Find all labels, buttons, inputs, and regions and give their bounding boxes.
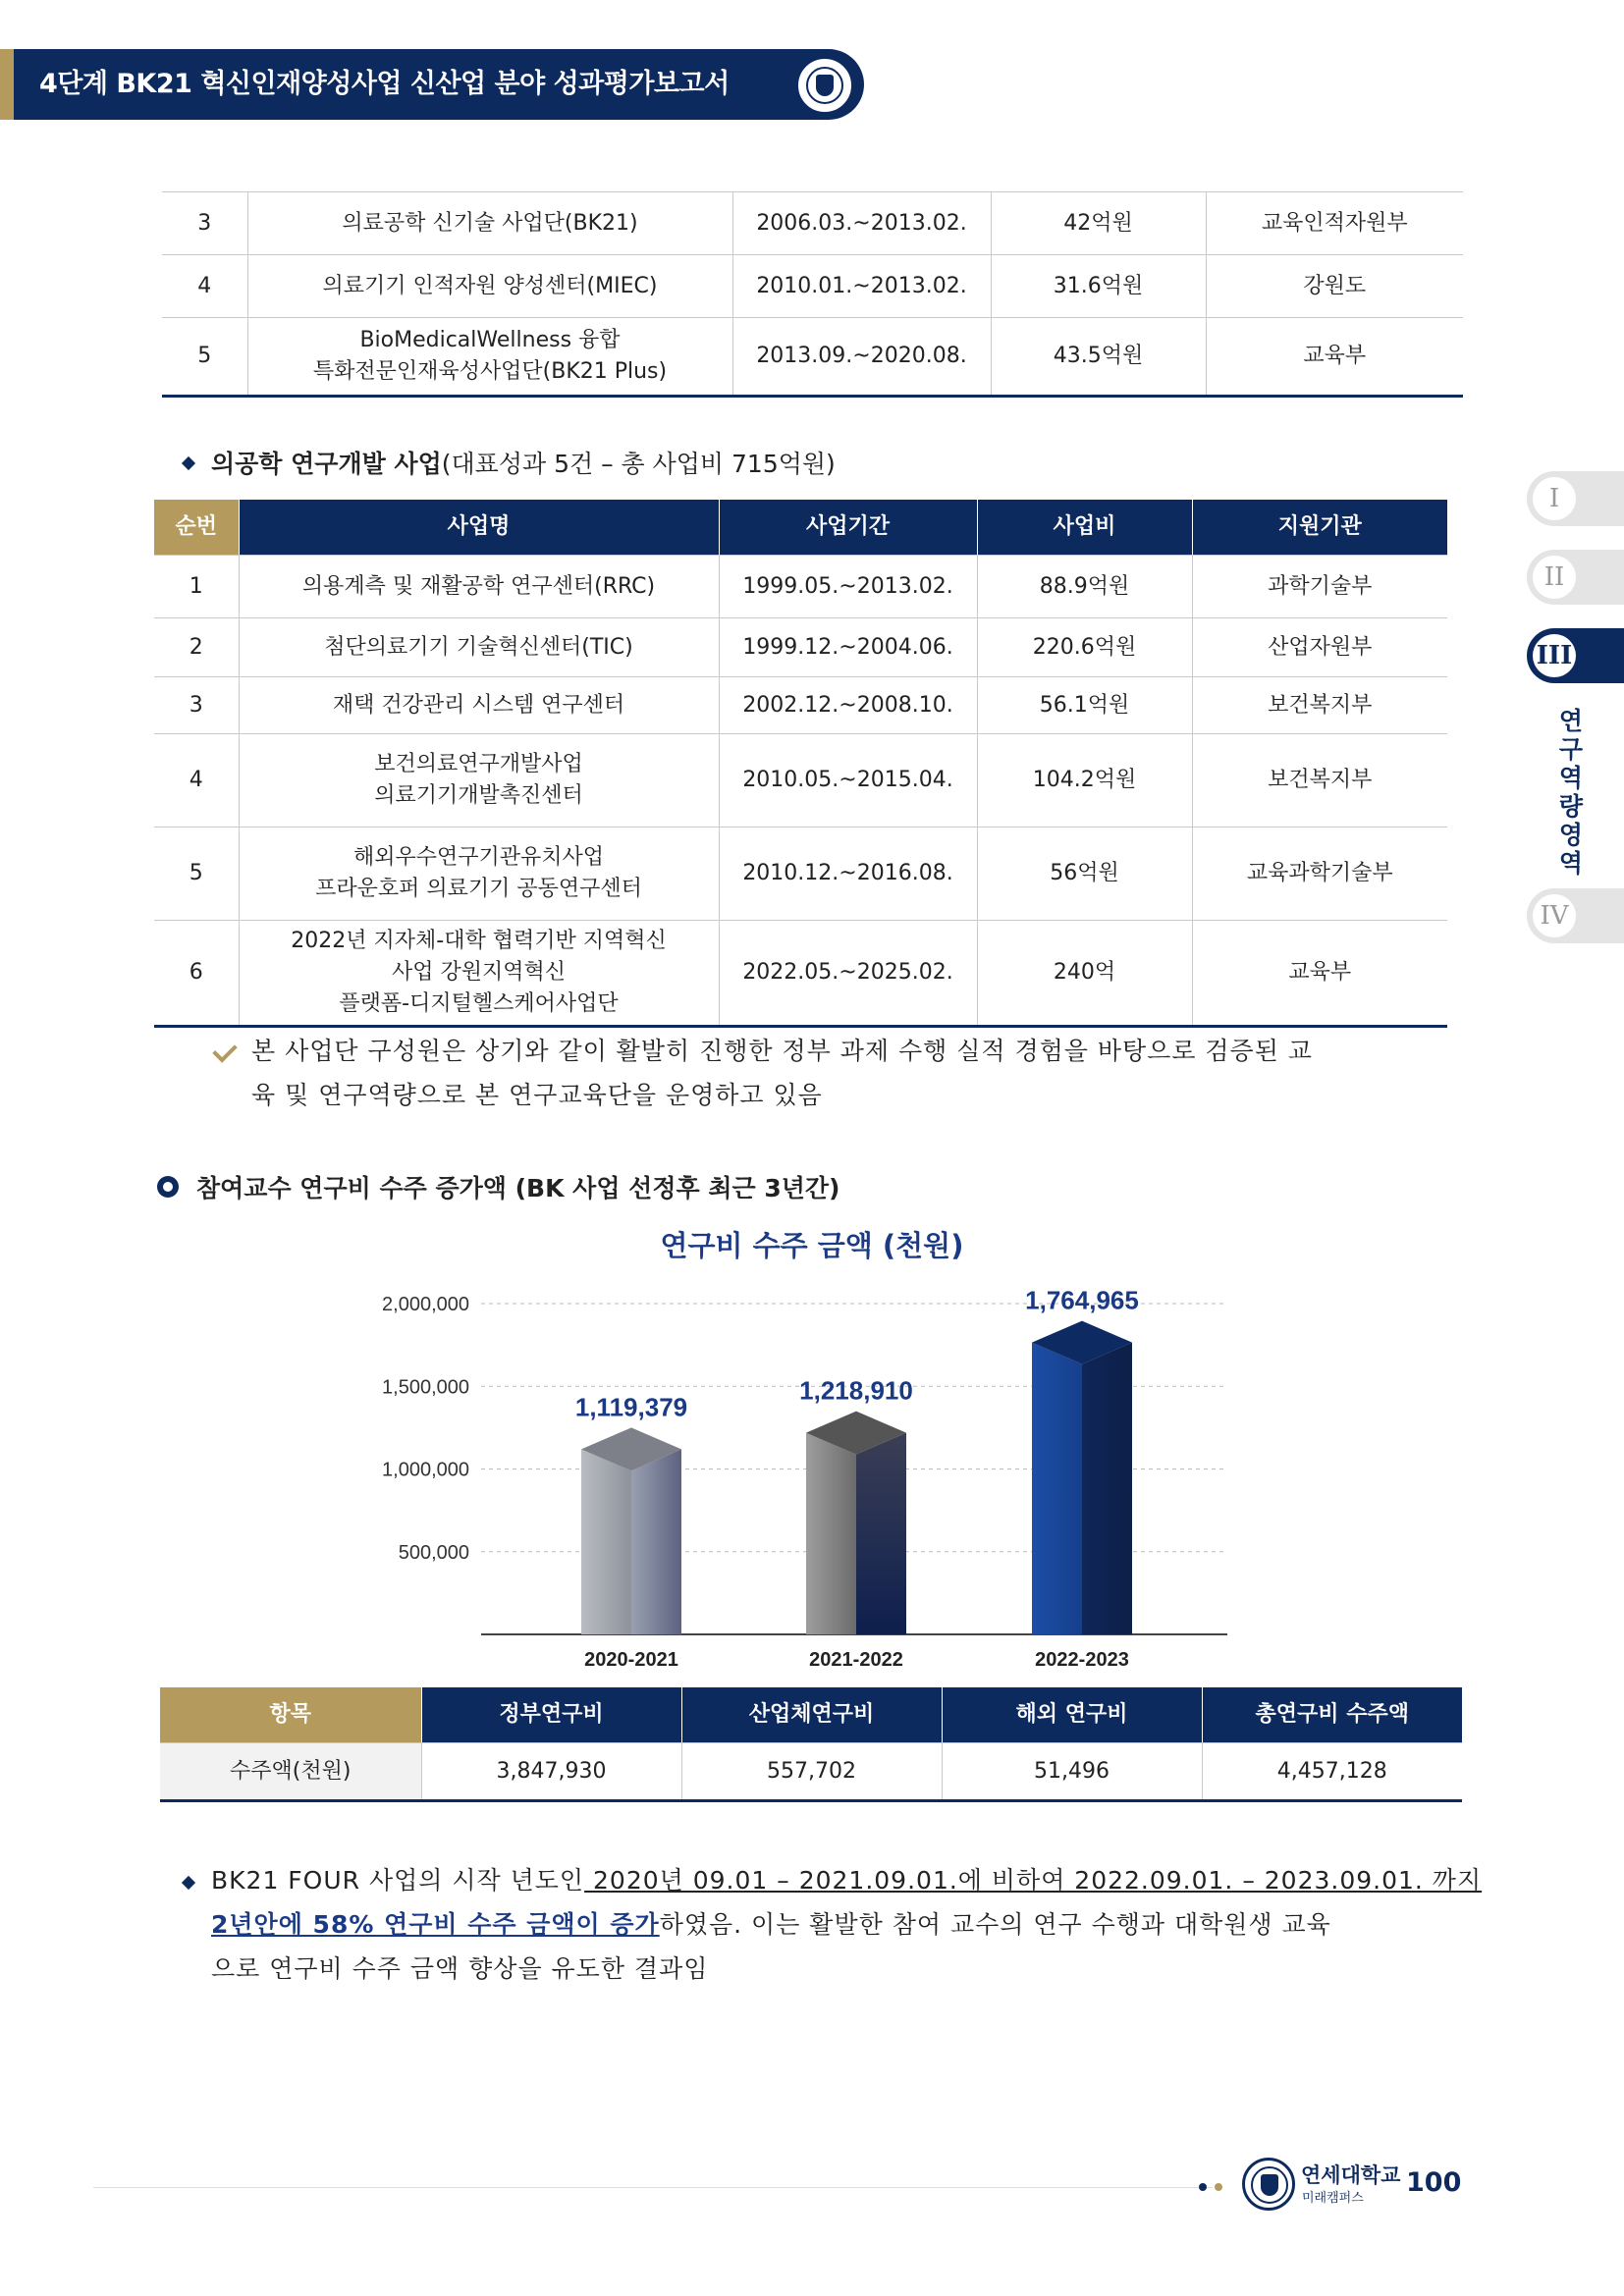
y-tick-label: 500,000	[398, 1541, 469, 1564]
university-logo-icon	[1242, 2158, 1295, 2211]
column-header: 해외 연구비	[942, 1687, 1202, 1743]
result-paragraph-line-1	[211, 1858, 1488, 1902]
table-cell: 104.2억원	[977, 734, 1192, 828]
target-bullet-icon	[157, 1176, 179, 1198]
table-row	[154, 734, 1447, 828]
header-gold-accent	[0, 49, 14, 120]
side-tab-4[interactable]	[1527, 888, 1624, 943]
column-header: 순번	[154, 500, 239, 556]
bar-face-right	[631, 1449, 681, 1634]
footer-dot-icon	[1199, 2183, 1207, 2191]
table-cell: 의료기기 인적자원 양성센터(MIEC)	[247, 255, 732, 318]
table-cell: 3	[154, 677, 239, 734]
result-period-comparison: 2020년 09.01 – 2021.09.01.에 비하여 2022.09.01. – 2023.09.01. 까지	[584, 1866, 1483, 1895]
check-icon	[212, 1038, 237, 1062]
table-row	[162, 318, 1463, 397]
table-cell: 강원도	[1206, 255, 1463, 318]
table-cell: 보건복지부	[1192, 677, 1447, 734]
table-cell: 4	[154, 734, 239, 828]
side-tab-1[interactable]	[1527, 471, 1624, 526]
table-cell: 4	[162, 255, 247, 318]
table-cell: 2	[154, 618, 239, 677]
side-tab-label: II	[1533, 556, 1576, 599]
side-tab-label: III	[1533, 634, 1576, 677]
table-cell: 5	[154, 828, 239, 921]
table-cell: 의료공학 신기술 사업단(BK21)	[247, 192, 732, 255]
table-cell: 1	[154, 556, 239, 618]
table-cell: 1999.05.~2013.02.	[719, 556, 977, 618]
table-cell: 42억원	[991, 192, 1206, 255]
table-cell: 2010.12.~2016.08.	[719, 828, 977, 921]
data-label: 1,119,379	[574, 1392, 688, 1422]
page-number: 100	[1406, 2167, 1462, 2198]
footer-university-name: 연세대학교	[1301, 2163, 1401, 2187]
bar-face-right	[856, 1433, 906, 1634]
bar-face-left	[581, 1449, 631, 1634]
footer-campus-name: 미래캠퍼스	[1302, 2191, 1364, 2206]
section-heading-rest: (대표성과 5건 – 총 사업비 715억원)	[441, 450, 836, 478]
table-cell: 88.9억원	[977, 556, 1192, 618]
side-tab-label: I	[1533, 477, 1576, 520]
table-row	[162, 192, 1463, 255]
table-cell: 교육과학기술부	[1192, 828, 1447, 921]
table-cell: 4,457,128	[1202, 1743, 1462, 1801]
diamond-bullet-icon	[182, 456, 195, 470]
rnd-projects-table	[154, 500, 1447, 1028]
table-cell: 산업자원부	[1192, 618, 1447, 677]
table-cell: 교육부	[1206, 318, 1463, 397]
data-label: 1,764,965	[1025, 1285, 1139, 1315]
table-row	[154, 828, 1447, 921]
table-cell: 2010.05.~2015.04.	[719, 734, 977, 828]
table-cell: 31.6억원	[991, 255, 1206, 318]
table-row	[154, 556, 1447, 618]
table-cell: 2010.01.~2013.02.	[732, 255, 991, 318]
column-header: 사업기간	[719, 500, 977, 556]
x-tick-label: 2021-2022	[809, 1649, 903, 1671]
funding-summary-table	[160, 1687, 1462, 1802]
table-cell: 과학기술부	[1192, 556, 1447, 618]
side-tab-active-label: 연구역량 영역	[1558, 707, 1584, 878]
table-cell: 의용계측 및 재활공학 연구센터(RRC)	[239, 556, 719, 618]
bar-2022-2023	[1032, 1321, 1132, 1634]
table-cell: 6	[154, 921, 239, 1027]
table-cell: 240억	[977, 921, 1192, 1027]
table-cell: 첨단의료기기 기술혁신센터(TIC)	[239, 618, 719, 677]
table-cell: 2022.05.~2025.02.	[719, 921, 977, 1027]
table-row	[154, 618, 1447, 677]
table-row	[154, 921, 1447, 1027]
column-header: 항목	[160, 1687, 421, 1743]
side-tab-3-active[interactable]	[1527, 628, 1624, 683]
table-cell: 2006.03.~2013.02.	[732, 192, 991, 255]
diamond-bullet-icon	[182, 1876, 195, 1890]
bar-2020-2021	[581, 1427, 681, 1634]
y-tick-label: 2,000,000	[382, 1294, 469, 1315]
report-title: 4단계 BK21 혁신인재양성사업 신산업 분야 성과평가보고서	[39, 69, 730, 99]
table-row	[162, 255, 1463, 318]
table-row	[154, 677, 1447, 734]
result-text-1: BK21 FOUR 사업의 시작 년도인	[211, 1866, 585, 1895]
table-cell: 교육인적자원부	[1206, 192, 1463, 255]
chart-title: 연구비 수주 금액 (천원)	[660, 1229, 964, 1262]
y-tick-label: 1,500,000	[382, 1376, 469, 1399]
column-header: 총연구비 수주액	[1202, 1687, 1462, 1743]
university-seal-icon	[795, 56, 854, 115]
table-cell: 교육부	[1192, 921, 1447, 1027]
table-cell: 2022년 지자체-대학 협력기반 지역혁신 사업 강원지역혁신 플랫폼-디지털헬스케어사업단	[239, 921, 719, 1027]
result-paragraph-line-3: 으로 연구비 수주 금액 향상을 유도한 결과임	[211, 1954, 709, 1983]
footer-dot-icon	[1215, 2183, 1222, 2191]
result-paragraph-line-2	[211, 1902, 1488, 1947]
result-text-2: 하였음. 이는 활발한 참여 교수의 연구 수행과 대학원생 교육	[659, 1910, 1331, 1939]
table-cell: 3,847,930	[421, 1743, 681, 1801]
bar-2021-2022	[806, 1412, 906, 1634]
result-highlight: 2년안에 58% 연구비 수주 금액이 증가	[211, 1910, 660, 1939]
table-cell: 보건의료연구개발사업 의료기기개발촉진센터	[239, 734, 719, 828]
section-heading-funding: 참여교수 연구비 수주 증가액 (BK 사업 선정후 최근 3년간)	[196, 1174, 840, 1202]
y-tick-label: 1,000,000	[382, 1459, 469, 1481]
table-row	[160, 1743, 1462, 1801]
table-cell: 56.1억원	[977, 677, 1192, 734]
table-cell: 51,496	[942, 1743, 1202, 1801]
previous-projects-table-continued	[162, 191, 1463, 398]
x-tick-label: 2022-2023	[1035, 1649, 1129, 1671]
bar-face-left	[806, 1433, 856, 1634]
bar-face-left	[1032, 1343, 1082, 1634]
table-cell: BioMedicalWellness 융합 특화전문인재육성사업단(BK21 Plus)	[247, 318, 732, 397]
note-line-2: 육 및 연구역량으로 본 연구교육단을 운영하고 있음	[251, 1081, 823, 1109]
bar-face-right	[1082, 1343, 1132, 1634]
section-heading-bold: 의공학 연구개발 사업	[211, 450, 442, 478]
note-line-1: 본 사업단 구성원은 상기와 같이 활발히 진행한 정부 과제 수행 실적 경험을 바탕으로 검증된 교	[251, 1037, 1313, 1065]
side-tab-label: IV	[1533, 894, 1576, 937]
table-cell: 3	[162, 192, 247, 255]
column-header: 산업체연구비	[681, 1687, 942, 1743]
table-cell: 5	[162, 318, 247, 397]
table-cell: 수주액(천원)	[160, 1743, 421, 1801]
section-heading-rnd	[211, 445, 836, 480]
table-cell: 557,702	[681, 1743, 942, 1801]
table-cell: 43.5억원	[991, 318, 1206, 397]
table-cell: 220.6억원	[977, 618, 1192, 677]
table-cell: 2013.09.~2020.08.	[732, 318, 991, 397]
table-cell: 1999.12.~2004.06.	[719, 618, 977, 677]
column-header: 지원기관	[1192, 500, 1447, 556]
table-cell: 56억원	[977, 828, 1192, 921]
side-tab-2[interactable]	[1527, 550, 1624, 605]
table-cell: 2002.12.~2008.10.	[719, 677, 977, 734]
table-cell: 재택 건강관리 시스템 연구센터	[239, 677, 719, 734]
table-cell: 보건복지부	[1192, 734, 1447, 828]
x-tick-label: 2020-2021	[584, 1649, 678, 1671]
funding-bar-chart	[353, 1247, 1257, 1679]
column-header: 정부연구비	[421, 1687, 681, 1743]
footer-divider	[93, 2187, 1213, 2188]
table-cell: 해외우수연구기관유치사업 프라운호퍼 의료기기 공동연구센터	[239, 828, 719, 921]
column-header: 사업명	[239, 500, 719, 556]
column-header: 사업비	[977, 500, 1192, 556]
data-label: 1,218,910	[799, 1375, 913, 1406]
